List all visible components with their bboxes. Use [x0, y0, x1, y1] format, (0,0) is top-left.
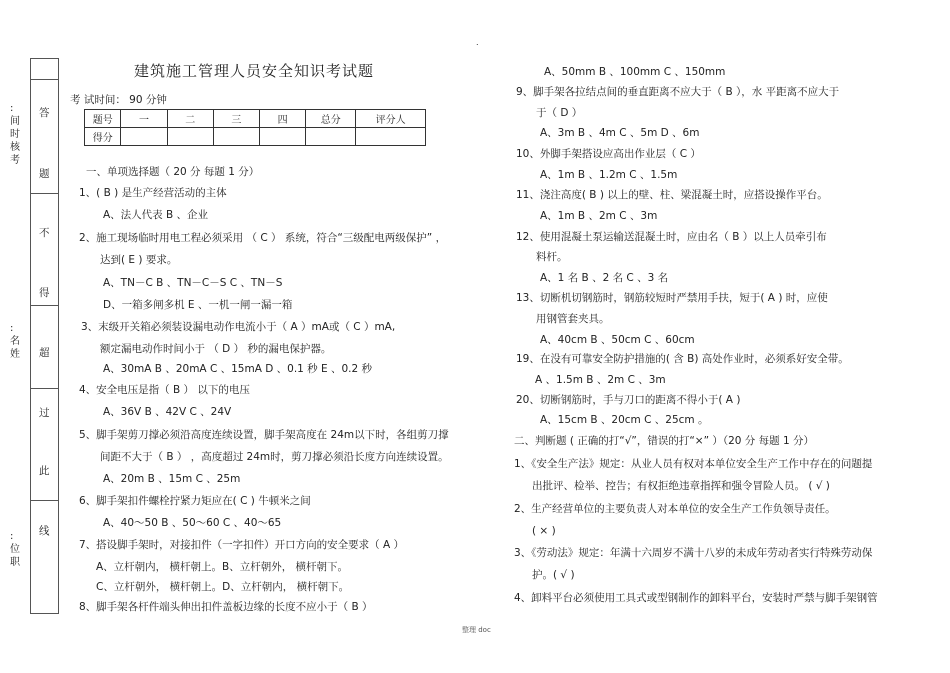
answer-options: A、3m B 、4m C 、5m D 、6m — [540, 127, 700, 139]
answer-options: A、36V B 、42V C 、24V — [103, 406, 232, 418]
question-text: 1、( B ) 是生产经营活动的主体 — [79, 187, 227, 199]
seal-char: 线 — [39, 525, 50, 537]
seal-char: 超 — [39, 347, 50, 359]
table-row — [85, 128, 426, 146]
question-text: 3、末级开关箱必须装设漏电动作电流小于（ A ）mA或（ C ）mA, — [81, 321, 396, 333]
seal-char: 不 — [39, 227, 50, 239]
score-input-cell[interactable] — [213, 128, 259, 146]
answer-options: A、20m B 、15m C 、25m — [103, 473, 241, 485]
question-text: 2、生产经营单位的主要负责人对本单位的安全生产工作负领导责任。 — [514, 503, 836, 515]
table-cell: 题号 — [85, 110, 121, 128]
question-text: 8、脚手架各杆件端头伸出扣件盖板边缘的长度不应小于（ B ） — [79, 601, 373, 613]
question-text: 5、脚手架剪刀撑必须沿高度连续设置，脚手架高度在 24m以下时，各组剪刀撑 — [79, 429, 449, 441]
seal-char: 答 — [39, 107, 50, 119]
score-input-cell[interactable] — [121, 128, 167, 146]
table-cell: 三 — [213, 110, 259, 128]
question-text: 2、施工现场临时用电工程必须采用 （ C ） 系统，符合“三级配电两级保护” ， — [79, 232, 447, 244]
table-cell: 得分 — [85, 128, 121, 146]
question-text: 19、在没有可靠安全防护措施的( 含 B) 高处作业时，必须系好安全带。 — [516, 353, 849, 365]
answer-options: A、30mA B 、20mA C 、15mA D 、0.1 秒 E 、0.2 秒 — [103, 363, 373, 375]
exam-time: 考 试时间： 90 分钟 — [70, 94, 167, 106]
sidebar-divider-4 — [30, 388, 59, 389]
sidebar-divider-1 — [30, 79, 59, 80]
answer-options: D、一箱多闸多机 E 、一机一闸一漏一箱 — [103, 299, 293, 311]
answer-options: A 、1.5m B 、2m C 、3m — [535, 374, 666, 386]
answer-options: A、1 名 B 、2 名 C 、3 名 — [540, 272, 669, 284]
question-text: 10、外脚手架搭设应高出作业层（ C ） — [516, 148, 701, 160]
table-cell: 总分 — [306, 110, 356, 128]
question-text: 4、安全电压是指（ B ） 以下的电压 — [79, 384, 250, 396]
answer-options: C、立杆朝外， 横杆朝上。D、立杆朝内， 横杆朝下。 — [96, 581, 350, 593]
table-cell: 二 — [167, 110, 213, 128]
question-text: 护。( √ ) — [532, 569, 575, 581]
question-text: 20、切断钢筋时，手与刀口的距离不得小于( A ) — [516, 394, 741, 406]
question-text: ( × ) — [532, 525, 556, 537]
table-cell: 四 — [259, 110, 305, 128]
question-text: 4、卸料平台必须使用工具式或型钢制作的卸料平台，安装时严禁与脚手架钢管 — [514, 592, 878, 604]
seal-char: 题 — [39, 168, 50, 180]
corner-dot: . — [476, 38, 479, 47]
answer-options: A、1m B 、1.2m C 、1.5m — [540, 169, 678, 181]
seal-char: 此 — [39, 465, 50, 477]
question-text: 13、切断机切钢筋时，钢筋较短时严禁用手扶，短于( A ) 时，应使 — [516, 292, 828, 304]
question-text: 于（ D ） — [536, 107, 583, 119]
seal-char: 过 — [39, 407, 50, 419]
score-input-cell[interactable] — [306, 128, 356, 146]
position-label: :位职 — [10, 531, 20, 568]
question-text: 出批评、检举、控告；有权拒绝违章指挥和强令冒险人员。 ( √ ) — [532, 480, 830, 492]
question-text: 12、使用混凝土泵运输送混凝土时，应由名（ B ）以上人员牵引布 — [516, 231, 827, 243]
question-text: 9、脚手架各拉结点间的垂直距离不应大于（ B ），水 平距离不应大于 — [516, 86, 840, 98]
question-text: 料杆。 — [536, 251, 568, 263]
question-text: 6、脚手架扣件螺栓拧紧力矩应在( C ) 牛顿米之间 — [79, 495, 311, 507]
sidebar-border-left — [30, 58, 31, 614]
sidebar-border-bottom — [30, 613, 59, 614]
answer-options: A、40～50 B 、50～60 C 、40～65 — [103, 517, 282, 529]
answer-options: A、立杆朝内， 横杆朝上。B、立杆朝外， 横杆朝下。 — [96, 561, 349, 573]
seal-char: 得 — [39, 287, 50, 299]
score-input-cell[interactable] — [167, 128, 213, 146]
answer-options: A、15cm B 、20cm C 、25cm 。 — [540, 414, 709, 426]
question-text: 用钢管套夹具。 — [536, 313, 610, 325]
question-text: 1、《安全生产法》规定：从业人员有权对本单位安全生产工作中存在的问题提 — [514, 458, 873, 470]
name-label: :名姓 — [10, 323, 20, 360]
table-cell: 评分人 — [356, 110, 426, 128]
table-row — [85, 110, 426, 128]
question-text: 额定漏电动作时间小于 （ D ） 秒的漏电保护器。 — [100, 343, 332, 355]
question-text: 3、《劳动法》规定：年满十六周岁不满十八岁的未成年劳动者实行特殊劳动保 — [514, 547, 873, 559]
question-text: 间距不大于（ B ） ，高度超过 24m时，剪刀撑必须沿长度方向连续设置。 — [100, 451, 449, 463]
score-table — [84, 109, 426, 146]
answer-options: A、TN－C B 、TN－C－S C 、TN－S — [103, 277, 283, 289]
score-input-cell[interactable] — [356, 128, 426, 146]
sidebar-border-right — [58, 58, 59, 614]
question-text: 7、搭设脚手架时，对接扣件（一字扣件）开口方向的安全要求（ A ） — [79, 539, 405, 551]
sidebar-divider-3 — [30, 305, 59, 306]
score-input-cell[interactable] — [259, 128, 305, 146]
table-cell: 一 — [121, 110, 167, 128]
sidebar-divider-5 — [30, 500, 59, 501]
section-heading: 一、单项选择题（ 20 分 每题 1 分） — [86, 166, 260, 178]
page-title: 建筑施工管理人员安全知识考试题 — [134, 62, 375, 80]
question-text: 达到( E ) 要求。 — [100, 254, 178, 266]
answer-options: A、40cm B 、50cm C 、60cm — [540, 334, 695, 346]
section-heading: 二、判断题 ( 正确的打“√”，错误的打“×” ）（20 分 每题 1 分） — [514, 435, 814, 447]
exam-room-label: :间时核考 — [10, 103, 20, 166]
question-text: 11、浇注高度( B ) 以上的壁、柱、梁混凝土时，应搭设操作平台。 — [516, 189, 828, 201]
answer-options: A、法人代表 B 、企业 — [103, 209, 209, 221]
answer-options: A、1m B 、2m C 、3m — [540, 210, 658, 222]
sidebar-divider-2 — [30, 193, 59, 194]
sidebar-border-top — [30, 58, 59, 59]
answer-options: A、50mm B 、100mm C 、150mm — [544, 66, 726, 78]
page-footer: 整理 doc — [462, 626, 491, 634]
